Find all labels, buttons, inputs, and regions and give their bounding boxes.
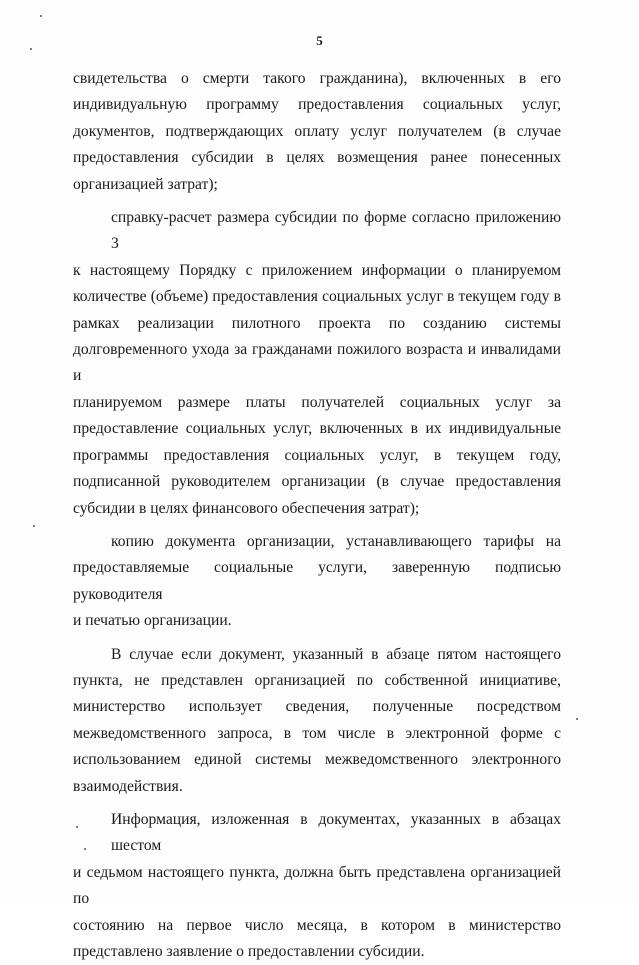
paragraph-1 — [73, 66, 561, 198]
text-line: и печатью организации. — [73, 612, 232, 630]
page-number: 5 — [316, 33, 323, 48]
scan-speck — [40, 15, 42, 17]
text-line: рамках реализации пилотного проекта по созданию системы — [73, 314, 561, 332]
text-line: документов, подтверждающих оплату услуг получателем (в случае — [73, 122, 561, 140]
text-line: планируемом размере платы получателей социальных услуг за — [73, 393, 561, 411]
text-line: пункта, не представлен организацией по собственной инициативе, — [73, 671, 561, 689]
text-line: представлено заявление о предоставлении субсидии. — [73, 943, 425, 960]
text-line: количестве (объеме) предоставления социальных услуг в текущем году в — [73, 288, 561, 306]
text-line: предоставляемые социальные услуги, заверенную подписью руководителя — [73, 559, 561, 603]
text-line: предоставления субсидии в целях возмещения ранее понесенных — [73, 149, 561, 167]
text-line: к настоящему Порядку с приложением информации о планируемом — [73, 261, 561, 279]
text-line: субсидии в целях финансового обеспечения затрат); — [73, 499, 420, 517]
text-line: копию документа организации, устанавливающего тарифы на — [111, 532, 561, 550]
scan-speck — [576, 718, 578, 720]
paragraph-2 — [73, 205, 561, 522]
scan-speck — [33, 525, 35, 527]
text-line: подписанной руководителем организации (в случае предоставления — [73, 473, 561, 491]
scan-speck — [30, 48, 32, 50]
text-line: В случае если документ, указанный в абзаце пятом настоящего — [111, 645, 561, 663]
text-line: свидетельства о смерти такого гражданина), включенных в его — [73, 70, 561, 87]
scan-speck — [84, 848, 86, 850]
text-line: Информация, изложенная в документах, указанных в абзацах шестом — [111, 810, 561, 855]
text-line: состоянию на первое число месяца, в котором в министерство — [73, 916, 561, 934]
paragraph-3 — [73, 529, 561, 635]
paragraph-5 — [73, 807, 561, 965]
text-line: организацией затрат); — [73, 175, 218, 193]
text-line: индивидуальную программу предоставления социальных услуг, — [73, 96, 561, 114]
text-line: справку-расчет размера субсидии по форме согласно приложению 3 — [111, 209, 561, 253]
document-body — [73, 66, 561, 965]
text-line: долговременного ухода за гражданами пожилого возраста и инвалидами и — [73, 341, 561, 385]
text-line: министерство использует сведения, полученные посредством — [73, 698, 561, 716]
paragraph-4 — [73, 642, 561, 800]
text-line: программы предоставления социальных услуг, в текущем году, — [73, 446, 561, 464]
text-line: использованием единой системы межведомственного электронного — [73, 751, 561, 769]
text-line: межведомственного запроса, в том числе в электронной форме с — [73, 724, 561, 742]
text-line: предоставление социальных услуг, включенных в их индивидуальные — [73, 420, 561, 438]
text-line: взаимодействия. — [73, 777, 183, 795]
text-line: и седьмом настоящего пункта, должна быть представлена организацией по — [73, 863, 561, 908]
scan-speck — [76, 826, 78, 828]
